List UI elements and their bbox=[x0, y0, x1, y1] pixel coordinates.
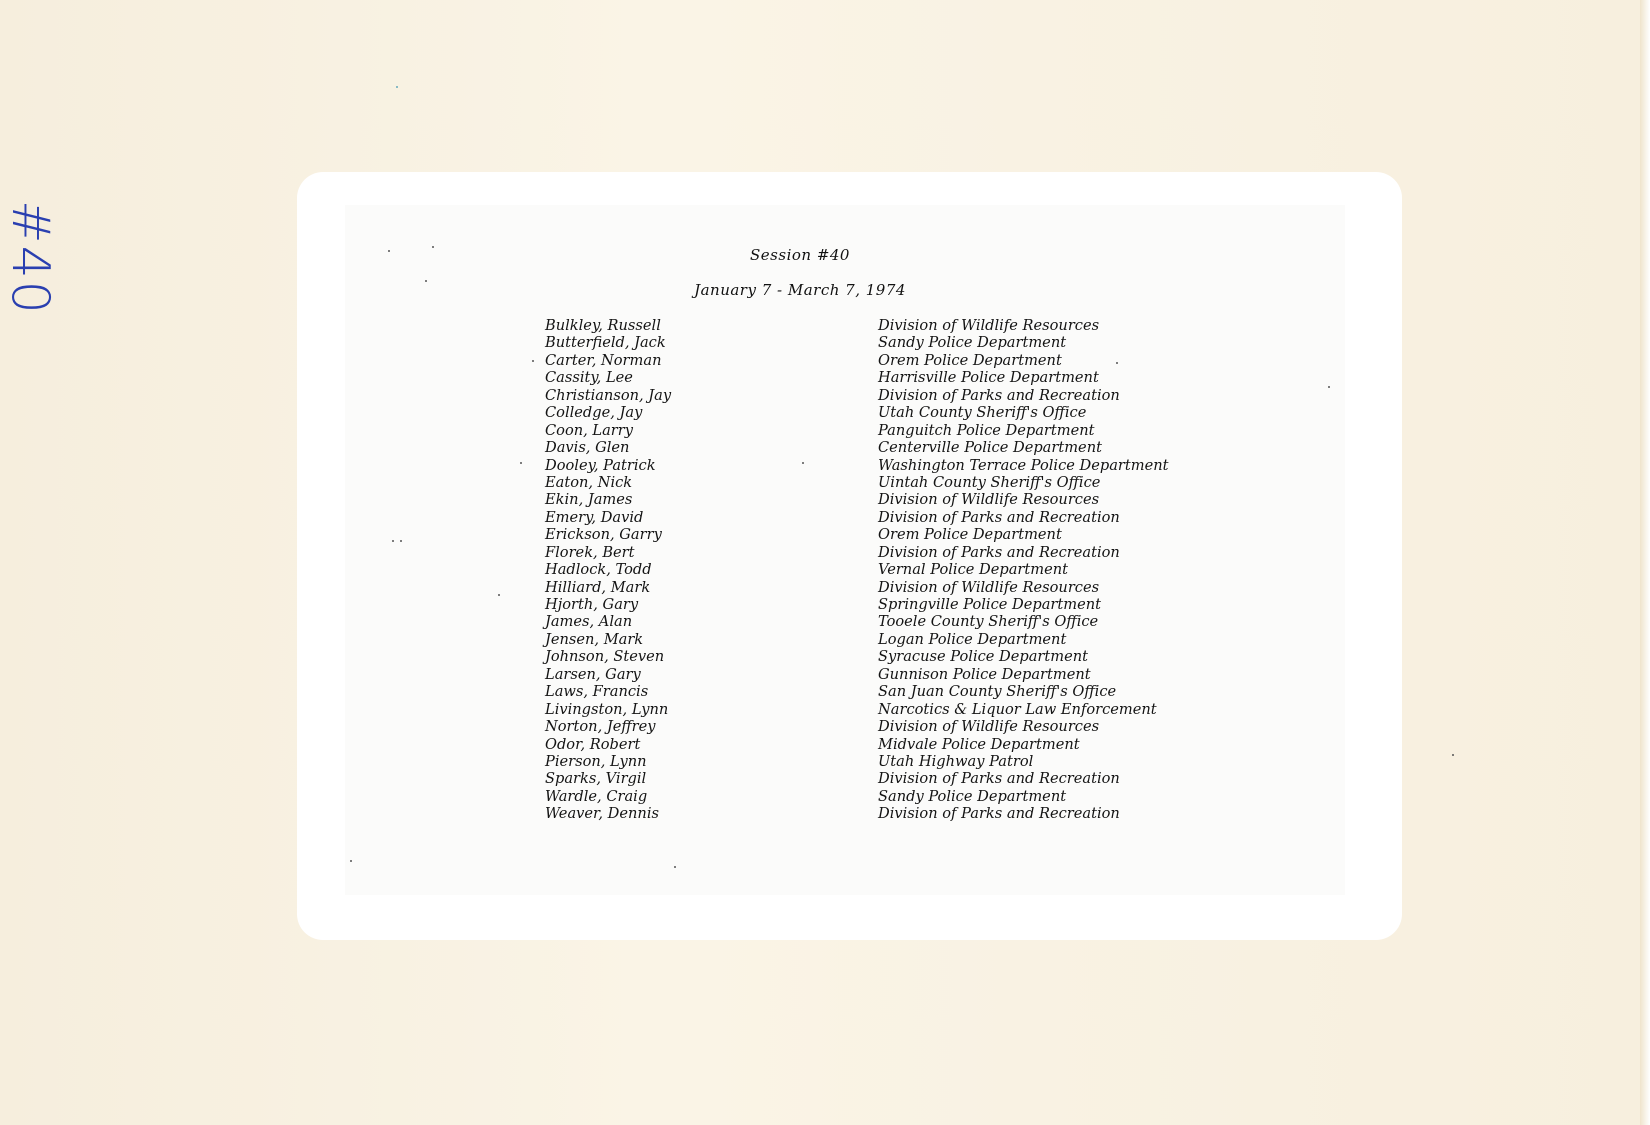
dust-speck bbox=[350, 860, 352, 862]
member-name: Cassity, Lee bbox=[545, 369, 633, 387]
member-name: Hilliard, Mark bbox=[545, 578, 651, 596]
member-agency: Midvale Police Department bbox=[878, 735, 1080, 753]
roster-row bbox=[545, 631, 1245, 648]
roster-row bbox=[545, 509, 1245, 526]
roster-row bbox=[545, 439, 1245, 456]
member-name: Laws, Francis bbox=[545, 683, 649, 701]
dust-speck bbox=[388, 250, 390, 252]
member-name: Bulkley, Russell bbox=[545, 317, 661, 334]
roster-row bbox=[545, 788, 1245, 805]
member-name: Weaver, Dennis bbox=[545, 805, 659, 823]
member-name: Wardle, Craig bbox=[545, 787, 648, 805]
roster-row bbox=[545, 317, 1245, 334]
dust-speck bbox=[392, 540, 394, 542]
dust-speck bbox=[396, 86, 398, 88]
member-name: Coon, Larry bbox=[545, 421, 634, 439]
dust-speck bbox=[1328, 386, 1330, 388]
member-agency: Vernal Police Department bbox=[878, 561, 1068, 579]
roster-row bbox=[545, 491, 1245, 508]
roster-row bbox=[545, 648, 1245, 665]
dust-speck bbox=[532, 360, 534, 362]
member-agency: Sandy Police Department bbox=[878, 334, 1067, 352]
board-right-edge bbox=[1640, 0, 1650, 1125]
member-agency: Logan Police Department bbox=[878, 630, 1067, 648]
roster-row bbox=[545, 457, 1245, 474]
dust-speck bbox=[1452, 754, 1454, 756]
member-name: Erickson, Garry bbox=[545, 526, 662, 544]
dust-speck bbox=[802, 462, 804, 464]
member-agency: Panguitch Police Department bbox=[878, 421, 1095, 439]
member-name: Eaton, Nick bbox=[545, 473, 633, 491]
roster-row bbox=[545, 387, 1245, 404]
roster-row bbox=[545, 526, 1245, 543]
roster-row bbox=[545, 701, 1245, 718]
roster-row bbox=[545, 666, 1245, 683]
member-name: Norton, Jeffrey bbox=[545, 718, 656, 736]
member-name: Colledge, Jay bbox=[545, 404, 643, 422]
dust-speck bbox=[1116, 362, 1118, 364]
member-agency: Uintah County Sheriff's Office bbox=[878, 473, 1101, 491]
member-agency: Division of Parks and Recreation bbox=[878, 805, 1120, 823]
member-agency: Division of Wildlife Resources bbox=[878, 578, 1100, 596]
member-name: Pierson, Lynn bbox=[545, 752, 647, 770]
roster-row bbox=[545, 596, 1245, 613]
member-agency: Gunnison Police Department bbox=[878, 665, 1091, 683]
member-name: Larsen, Gary bbox=[545, 665, 641, 683]
member-agency: Harrisville Police Department bbox=[878, 369, 1099, 387]
member-name: Dooley, Patrick bbox=[545, 456, 656, 474]
member-name: Christianson, Jay bbox=[545, 386, 672, 404]
roster-row bbox=[545, 613, 1245, 630]
member-name: Jensen, Mark bbox=[545, 630, 644, 648]
roster-row bbox=[545, 770, 1245, 787]
roster-row bbox=[545, 736, 1245, 753]
member-agency: Springville Police Department bbox=[878, 596, 1102, 613]
member-agency: Sandy Police Department bbox=[878, 787, 1067, 805]
member-agency: Division of Wildlife Resources bbox=[878, 317, 1100, 334]
roster-row bbox=[545, 369, 1245, 386]
member-agency: Division of Parks and Recreation bbox=[878, 543, 1120, 561]
roster-row bbox=[545, 579, 1245, 596]
member-agency: Division of Wildlife Resources bbox=[878, 491, 1100, 509]
member-name: Ekin, James bbox=[545, 491, 633, 509]
member-agency: Utah Highway Patrol bbox=[878, 752, 1034, 770]
roster-row bbox=[545, 352, 1245, 369]
roster-row bbox=[545, 753, 1245, 770]
member-name: Livingston, Lynn bbox=[545, 700, 669, 718]
member-name: Sparks, Virgil bbox=[545, 770, 647, 788]
roster-row bbox=[545, 561, 1245, 578]
member-agency: Centerville Police Department bbox=[878, 439, 1102, 457]
member-name: Carter, Norman bbox=[545, 351, 662, 369]
roster-row bbox=[545, 474, 1245, 491]
roster-row bbox=[545, 683, 1245, 700]
roster-row bbox=[545, 422, 1245, 439]
member-name: James, Alan bbox=[545, 613, 633, 631]
member-name: Johnson, Steven bbox=[545, 648, 665, 666]
roster-list bbox=[545, 317, 1245, 823]
member-agency: San Juan County Sheriff's Office bbox=[878, 683, 1117, 701]
member-agency: Syracuse Police Department bbox=[878, 648, 1089, 666]
member-name: Davis, Glen bbox=[545, 439, 630, 457]
member-agency: Division of Parks and Recreation bbox=[878, 770, 1120, 788]
member-agency: Division of Wildlife Resources bbox=[878, 718, 1100, 736]
member-name: Florek, Bert bbox=[545, 543, 635, 561]
member-name: Odor, Robert bbox=[545, 735, 641, 753]
dust-speck bbox=[425, 280, 427, 282]
roster-row bbox=[545, 544, 1245, 561]
member-name: Hadlock, Todd bbox=[545, 561, 652, 579]
member-agency: Utah County Sheriff's Office bbox=[878, 404, 1087, 422]
member-agency: Narcotics & Liquor Law Enforcement bbox=[878, 700, 1157, 718]
session-dates: January 7 - March 7, 1974 bbox=[694, 281, 906, 299]
member-agency: Orem Police Department bbox=[878, 351, 1062, 369]
roster-row bbox=[545, 805, 1245, 822]
dust-speck bbox=[432, 246, 434, 248]
roster-row bbox=[545, 334, 1245, 351]
dust-speck bbox=[520, 462, 522, 464]
member-agency: Washington Terrace Police Department bbox=[878, 456, 1169, 474]
member-name: Butterfield, Jack bbox=[545, 334, 666, 352]
member-name: Emery, David bbox=[545, 508, 644, 526]
handwritten-session-number: #40 bbox=[0, 200, 60, 316]
member-agency: Division of Parks and Recreation bbox=[878, 386, 1120, 404]
member-agency: Orem Police Department bbox=[878, 526, 1062, 544]
dust-speck bbox=[498, 594, 500, 596]
member-agency: Tooele County Sheriff's Office bbox=[878, 613, 1099, 631]
roster-row bbox=[545, 404, 1245, 421]
member-agency: Division of Parks and Recreation bbox=[878, 508, 1120, 526]
roster-row bbox=[545, 718, 1245, 735]
session-title: Session #40 bbox=[750, 246, 850, 264]
dust-speck bbox=[674, 866, 676, 868]
member-name: Hjorth, Gary bbox=[545, 596, 639, 613]
dust-speck bbox=[400, 540, 402, 542]
